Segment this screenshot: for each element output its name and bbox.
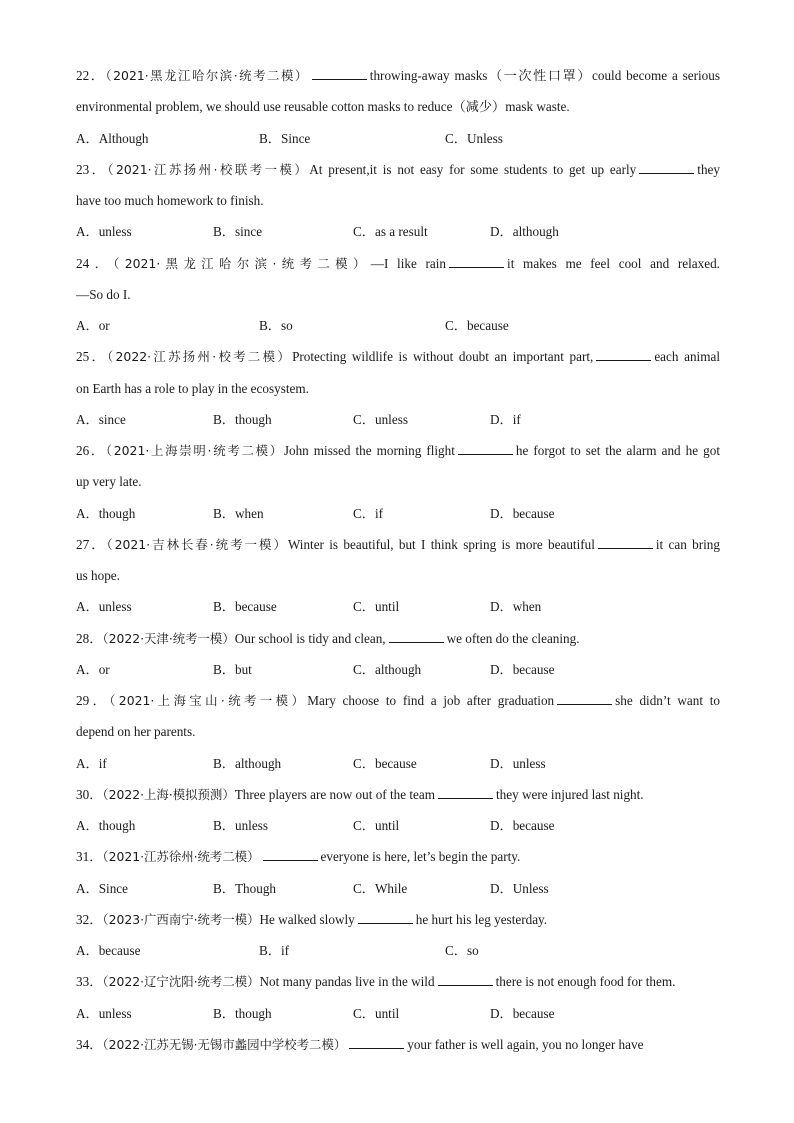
- question-text: they were injured last night.: [496, 786, 644, 802]
- question-text: your father is well again, you no longer have: [407, 1036, 644, 1052]
- question-number: 26．: [76, 443, 106, 458]
- answer-option[interactable]: C．While: [353, 880, 408, 896]
- question-stem-line: [76, 689, 720, 720]
- answer-blank[interactable]: [596, 346, 651, 361]
- question-text: she didn’t want to: [615, 693, 720, 708]
- question-number: 32．: [76, 911, 103, 927]
- question-number: 23．: [76, 161, 108, 177]
- answer-option[interactable]: C．Unless: [445, 130, 503, 146]
- question-text: it makes me feel cool and relaxed.: [507, 255, 720, 271]
- answer-option[interactable]: A．because: [76, 943, 141, 958]
- answer-options: [76, 877, 720, 908]
- answer-option[interactable]: C．although: [353, 661, 422, 677]
- answer-blank[interactable]: [312, 65, 367, 80]
- question-text: John missed the morning flight: [283, 443, 455, 458]
- answer-blank[interactable]: [438, 784, 493, 799]
- answer-option[interactable]: C．so: [445, 943, 479, 958]
- question-stem-line: [76, 908, 720, 939]
- answer-option[interactable]: A．or: [76, 318, 110, 333]
- answer-option[interactable]: A．though: [76, 818, 136, 833]
- answer-option[interactable]: C．if: [353, 505, 384, 521]
- question-text: everyone is here, let’s begin the party.: [320, 849, 521, 865]
- question-stem-continuation: up very late.: [76, 474, 142, 490]
- question-text: there is not enough food for them.: [495, 974, 676, 990]
- question-stem-line: [76, 345, 720, 376]
- answer-option[interactable]: D．Unless: [490, 880, 549, 896]
- question-text: Our school is tidy and clean,: [234, 630, 386, 646]
- question-source: （2021·江苏徐州·统考二模）: [102, 849, 260, 865]
- answer-option[interactable]: D．because: [490, 1005, 555, 1021]
- answer-blank[interactable]: [389, 628, 444, 643]
- answer-option[interactable]: D．although: [490, 224, 559, 240]
- question-stem-continuation: depend on her parents.: [76, 724, 196, 740]
- answer-blank[interactable]: [438, 971, 493, 986]
- question-stem-line: [76, 970, 720, 1001]
- question-number: 31．: [76, 849, 103, 865]
- answer-blank[interactable]: [358, 909, 413, 924]
- question-item: [76, 627, 720, 690]
- question-text: Mary choose to find a job after graduation: [307, 693, 555, 708]
- answer-option[interactable]: B．since: [213, 224, 263, 240]
- answer-blank[interactable]: [263, 846, 318, 861]
- question-source: （2023·广西南宁·统考一模）: [102, 911, 260, 927]
- question-stem-line: [76, 627, 720, 658]
- answer-option[interactable]: A．or: [76, 661, 110, 677]
- answer-option[interactable]: D．unless: [490, 755, 546, 771]
- question-text: —I like rain: [370, 255, 447, 271]
- question-item: [76, 1033, 720, 1064]
- question-stem-line: [76, 439, 720, 470]
- answer-option[interactable]: C．until: [353, 818, 400, 833]
- answer-option[interactable]: D．when: [490, 599, 542, 615]
- answer-blank[interactable]: [598, 534, 653, 549]
- answer-options: [76, 127, 720, 158]
- answer-options: [76, 658, 720, 689]
- question-source: （2021·黑龙江哈尔滨·统考二模）: [105, 68, 309, 83]
- question-text: they: [697, 161, 720, 177]
- question-source: （2022·江苏扬州·校考二模）: [107, 349, 293, 365]
- answer-option[interactable]: A．unless: [76, 224, 132, 240]
- answer-options: [76, 220, 720, 251]
- answer-option[interactable]: A．if: [76, 755, 107, 771]
- question-item: [76, 533, 720, 627]
- answer-blank[interactable]: [449, 253, 504, 268]
- question-text: he hurt his leg yesterday.: [415, 911, 548, 927]
- question-number: 28．: [76, 630, 103, 646]
- answer-option[interactable]: B．because: [213, 599, 277, 615]
- question-item: [76, 439, 720, 533]
- answer-option[interactable]: A．Although: [76, 130, 149, 146]
- question-stem-line: [76, 845, 720, 876]
- answer-option[interactable]: D．because: [490, 818, 555, 833]
- answer-option[interactable]: B．though: [213, 1005, 272, 1021]
- answer-option[interactable]: B．unless: [213, 818, 268, 833]
- answer-options: [76, 595, 720, 626]
- answer-option[interactable]: C．because: [353, 755, 417, 771]
- answer-options: [76, 814, 720, 845]
- question-item: [76, 908, 720, 971]
- question-item: [76, 158, 720, 252]
- question-stem-line: [76, 783, 720, 814]
- question-text: Three players are now out of the team: [234, 786, 436, 802]
- question-stem-continuation: on Earth has a role to play in the ecosystem.: [76, 380, 309, 396]
- question-stem-continuation: us hope.: [76, 568, 120, 583]
- question-source: （2022·辽宁沈阳·统考二模）: [102, 974, 260, 990]
- answer-options: [76, 1002, 720, 1033]
- question-text: we often do the cleaning.: [446, 630, 580, 646]
- answer-options: [76, 502, 720, 533]
- answer-option[interactable]: B．if: [259, 943, 290, 958]
- answer-option[interactable]: B．although: [213, 755, 282, 771]
- question-source: （2021·上海崇明·统考二模）: [105, 443, 284, 458]
- question-number: 34．: [76, 1036, 103, 1052]
- question-text: Winter is beautiful, but I think spring is more beautiful: [287, 536, 595, 552]
- question-source: （2021·上海宝山·统考一模）: [109, 693, 308, 708]
- question-item: [76, 783, 720, 846]
- answer-option[interactable]: A．unless: [76, 599, 132, 615]
- question-source: （2021·吉林长春·统考一模）: [106, 536, 288, 552]
- question-text: Not many pandas live in the wild: [259, 974, 435, 990]
- question-item: [76, 252, 720, 346]
- question-item: [76, 970, 720, 1033]
- question-text: He walked slowly: [259, 911, 355, 927]
- question-stem-continuation: environmental problem, we should use reusable cotton masks to reduce（减少）mask waste.: [76, 99, 570, 115]
- question-stem-continuation: have too much homework to finish.: [76, 193, 264, 208]
- question-stem-line: [76, 533, 720, 564]
- question-source: （2022·江苏无锡·无锡市蠡园中学校考二模）: [102, 1036, 347, 1052]
- answer-blank[interactable]: [639, 159, 694, 174]
- answer-option[interactable]: D．because: [490, 661, 555, 677]
- answer-option[interactable]: B．when: [213, 505, 264, 521]
- answer-blank[interactable]: [349, 1034, 404, 1049]
- question-item: [76, 845, 720, 908]
- question-stem-line: [76, 252, 720, 283]
- question-source: （2022·天津·统考一模）: [102, 630, 235, 646]
- answer-blank[interactable]: [557, 690, 612, 705]
- answer-option[interactable]: A．though: [76, 505, 136, 521]
- question-text: it can bring: [655, 536, 720, 552]
- question-item: [76, 64, 720, 158]
- answer-option[interactable]: C．because: [445, 318, 509, 333]
- question-text: each animal: [654, 349, 720, 365]
- answer-options: [76, 752, 720, 783]
- answer-option[interactable]: B．Since: [259, 130, 311, 146]
- answer-blank[interactable]: [458, 440, 513, 455]
- question-text: he forgot to set the alarm and he got: [515, 443, 720, 458]
- answer-option[interactable]: A．unless: [76, 1005, 132, 1021]
- question-list: [76, 64, 720, 1064]
- question-source: （2022·上海·模拟预测）: [102, 786, 235, 802]
- answer-option[interactable]: D．because: [490, 505, 555, 521]
- answer-option[interactable]: B．so: [259, 318, 293, 333]
- question-stem-line: [76, 1033, 720, 1064]
- question-stem-line: [76, 64, 720, 95]
- answer-options: [76, 314, 720, 345]
- question-text: Protecting wildlife is without doubt an important part,: [292, 349, 594, 365]
- answer-option[interactable]: B．but: [213, 661, 252, 677]
- question-number: 33．: [76, 974, 103, 990]
- answer-option[interactable]: C．as a result: [353, 224, 428, 240]
- question-source: （2021·江苏扬州·校联考一模）: [107, 161, 310, 177]
- question-item: [76, 689, 720, 783]
- question-number: 29．: [76, 693, 110, 708]
- question-stem-line: [76, 158, 720, 189]
- answer-option[interactable]: C．unless: [353, 411, 408, 427]
- answer-option[interactable]: A．Since: [76, 880, 129, 896]
- question-number: 30．: [76, 786, 103, 802]
- answer-option[interactable]: C．until: [353, 1005, 400, 1021]
- answer-option[interactable]: B．Though: [213, 880, 277, 896]
- question-stem-continuation: —So do I.: [76, 286, 131, 302]
- question-number: 27．: [76, 536, 107, 552]
- answer-options: [76, 939, 720, 970]
- answer-option[interactable]: B．though: [213, 411, 272, 427]
- question-number: 22．: [76, 68, 106, 83]
- question-number: 24．: [76, 255, 114, 271]
- question-text: throwing-away masks（一次性口罩）could become a serious: [369, 68, 720, 83]
- answer-option[interactable]: A．since: [76, 411, 126, 427]
- question-number: 25．: [76, 349, 108, 365]
- question-source: （2021·黑龙江哈尔滨·统考二模）: [113, 255, 371, 271]
- question-item: [76, 345, 720, 439]
- question-text: At present,it is not easy for some students to get up early: [309, 161, 637, 177]
- answer-option[interactable]: D．if: [490, 411, 521, 427]
- answer-option[interactable]: C．until: [353, 599, 400, 615]
- answer-options: [76, 408, 720, 439]
